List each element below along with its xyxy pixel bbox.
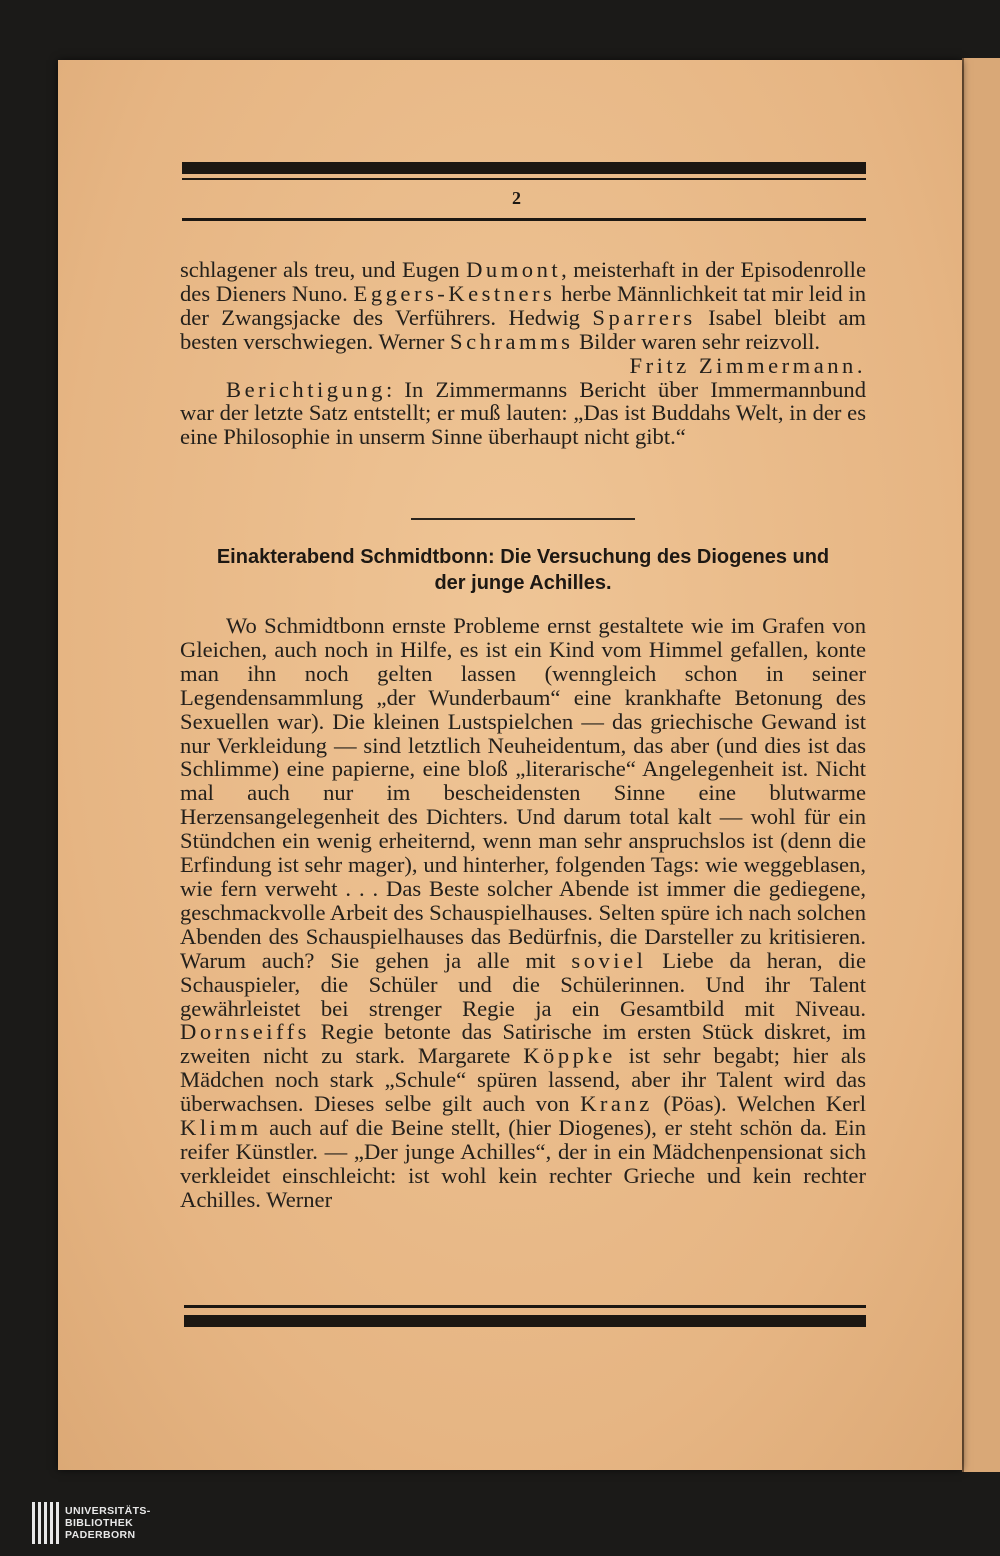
article-paragraph [180,614,866,1212]
top-heavy-rule [182,162,866,174]
library-logo-text [65,1505,151,1541]
article-heading [180,544,866,596]
text-run: , meisterhaft in der Episodenrolle des Dieners Nuno. [180,257,866,306]
bottom-heavy-rule [184,1315,866,1327]
spaced-name: Sparrers [592,304,696,330]
library-logo-icon [32,1502,59,1544]
spaced-name: Köppke [523,1043,616,1069]
text-run: Regie betonte das Satirische im ersten Stück diskret, im zweiten nicht zu stark. Margarete [180,1019,866,1069]
spaced-name: Schramms [450,328,574,354]
text-run: ist sehr begabt; hier als Mädchen noch stark „Schule“ spüren lassend, aber ihr Talent wird das überwachsen. Dieses selbe gilt auch von [180,1043,866,1117]
text-run: (Pöas). Welchen Kerl [652,1091,866,1117]
spaced-name: Eggers-Kestners [353,280,556,306]
text-run: Liebe da heran, die Schauspieler, die Schüler und die Schülerinnen. Und ihr Talent gewährleistet bei strenger Regie ja ein Gesamtbild mit Niveau. [180,947,866,1021]
spaced-name: Kranz [580,1091,653,1117]
text-run: : In Zimmermanns Bericht über Immermannbund war der letzte Satz entstellt; er muß lauten: „Das ist Buddahs Welt, in der es eine Philosophie in unserm Sinne überhaupt nicht gibt.“ [180,376,866,450]
review-closing-paragraph [180,258,866,354]
text-run: auch auf die Beine stellt, (hier Diogenes), er steht schön da. Ein reifer Künstler. — „Der junge Achilles“, der in ein Mädchenpensionat sich verkleidet einschleicht: ist wohl kein rechter Grieche und kein rechter Achilles. Werner [180,1115,866,1212]
text-run: Isabel bleibt am besten verschwiegen. Werner [180,304,866,354]
library-logo [32,1502,151,1544]
article-heading-line-1: Einakterabend Schmidtbonn: Die Versuchung des Diogenes und [216,546,830,568]
adjacent-page-edge [962,58,1000,1472]
spaced-name: Klimm [180,1115,262,1141]
bottom-thin-rule [184,1305,866,1308]
text-run: Bilder waren sehr reizvoll. [573,328,820,354]
spaced-name: soviel [571,947,647,973]
library-logo-line-2: BIBLIOTHEK [65,1517,134,1529]
spaced-name: Berichtigung [226,376,386,402]
text-run: Wo Schmidtbonn ernste Probleme ernst gestaltete wie im Grafen von Gleichen, auch noch in Hilfe, es ist ein Kind vom Himmel gefallen, konte man ihn noch gelten lassen (wenngleich schon in seiner Legendensammlung „der Wunderbaum“ eine krankhafte Betonung des Sexuellen war). Die kleinen Lustspielchen — das griechische Gewand ist nur Verkleidung — sind letztlich Neuheidentum, das aber (und dies ist das Schlimme) eine papierne, eine bloß „literarische“ Angelegenheit ist. Nicht mal auch nur im bescheidensten Sinne eine blutwarme Herzensangelegenheit des Dichters. Und darum total kalt — wohl für ein Stündchen ein wenig erheiternd, wenn man sehr anspruchslos ist (denn die Erfindung ist sehr mager), und hinterher, folgenden Tags: wie weggeblasen, wie fern verweht . . . Das Beste solcher Abende ist immer die gediegene, geschmackvolle Arbeit des Schauspielhauses. Selten spüre ich nach solchen Abenden des Schauspielhauses das Bedürfnis, die Darsteller zu kritisieren. Warum auch? Sie gehen ja alle mit [180,613,866,973]
article-heading-line-2: der junge Achilles. [434,572,612,594]
text-run: schlagener als treu, und Eugen [180,257,467,282]
review-end [180,258,866,449]
spaced-name: Dornseiffs [180,1019,310,1045]
article-body [180,614,866,1212]
top-thin-rule [182,178,866,180]
library-logo-line-3: PADERBORN [65,1529,136,1541]
correction-paragraph [180,378,866,450]
header-bottom-rule [182,218,866,221]
review-signature: Fritz Zimmermann. [629,352,866,378]
spaced-name: Dumont [466,257,562,282]
section-divider [411,518,635,520]
library-logo-line-1: UNIVERSITÄTS- [65,1505,151,1517]
page-number: 2 [512,188,521,208]
text-run: herbe Männlichkeit tat mir leid in der Zwangsjacke des Verführers. Hedwig [180,280,866,330]
